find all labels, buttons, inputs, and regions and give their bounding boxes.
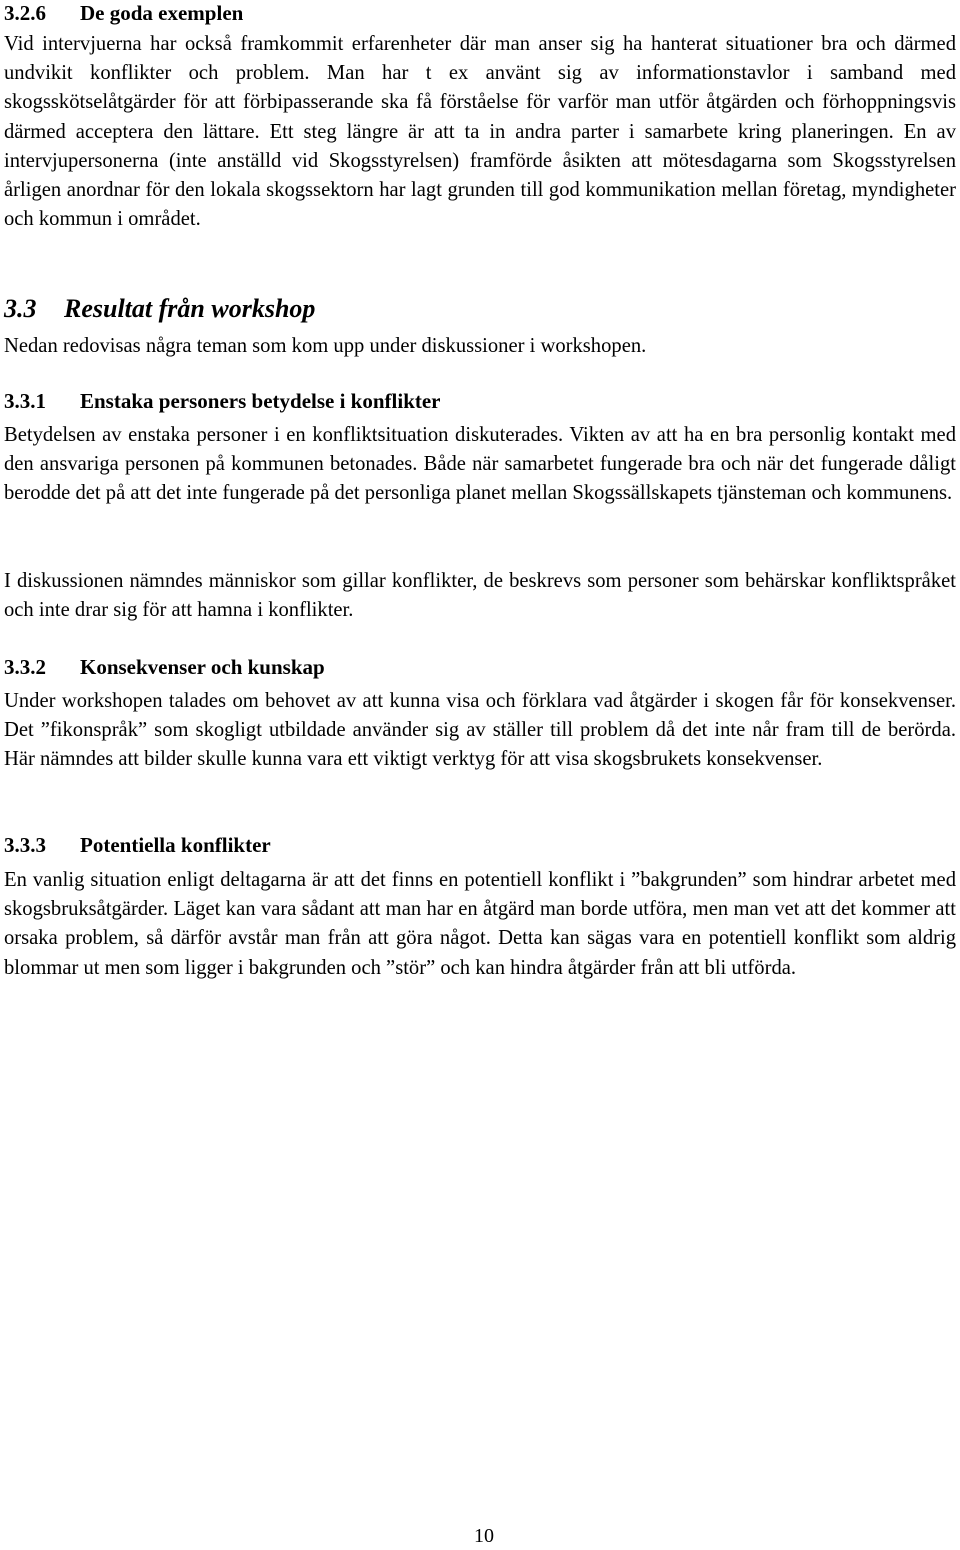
- body-paragraph: Nedan redovisas några teman som kom upp under diskussioner i workshopen.: [4, 335, 647, 357]
- section-3-2-6-body: [4, 30, 956, 234]
- body-paragraph: Under workshopen talades om behovet av att kunna visa och förklara vad åtgärder i skogen får för konsekvenser. Det ”fikonspråk” som skogligt utbildade använder sig av ställer till problem då det inte når fram till de berörda. Här nämndes att bilder skulle kunna vara ett viktigt verktyg för att visa skogsbrukets konsekvenser.: [4, 690, 956, 771]
- section-number: 3.3.1: [4, 389, 46, 413]
- section-heading: [4, 832, 956, 858]
- body-paragraph: Betydelsen av enstaka personer i en konfliktsituation diskuterades. Vikten av att ha en bra personlig kontakt med den ansvariga personen på kommunen betonades. Både när samarbetet fungerade bra och när det fungerade dåligt berodde det på att det inte fungerade på det personliga planet mellan Skogssällskapets tjänsteman och kommunens.: [4, 424, 956, 505]
- section-number: 3.3: [4, 294, 37, 323]
- section-3-3-1: [4, 388, 956, 414]
- section-number: 3.3.3: [4, 833, 46, 857]
- section-title: Enstaka personers betydelse i konflikter: [80, 389, 441, 413]
- page-number: 10: [474, 1525, 494, 1547]
- section-3-3-2-body: [4, 687, 956, 775]
- section-title: Resultat från workshop: [64, 294, 316, 323]
- section-3-2-6: [4, 0, 956, 26]
- section-number: 3.2.6: [4, 1, 46, 25]
- section-title: Konsekvenser och kunskap: [80, 655, 325, 679]
- body-paragraph: Vid intervjuerna har också framkommit erfarenheter där man anser sig ha hanterat situationer bra och därmed undvikit konflikter och problem. Man har t ex använt sig av informationstavlor i samband med skogsskötselåtgärder för att förbipasserande ska få förståelse för varför man utför åtgärden och förhoppningsvis därmed acceptera den lättare. Ett steg längre är att ta in andra parter i samarbete kring planeringen. En av intervjupersonerna (inte anställd vid Skogsstyrelsen) framförde åsikten att mötesdagarna som Skogsstyrelsen årligen anordnar för den lokala skogssektorn har lagt grunden till god kommunikation mellan företag, myndigheter och kommun i området.: [4, 33, 956, 231]
- section-heading: [4, 388, 956, 414]
- body-paragraph: En vanlig situation enligt deltagarna är att det finns en potentiell konflikt i ”bakgrunden” som hindrar arbetet med skogsbruksåtgärder. Läget kan vara sådant att man har en åtgärd man borde utföra, men man vet att det kommer att orsaka problem, så därför avstår man från att göra något. Detta kan sägas vara en potentiell konflikt som aldrig blommar ut men som ligger i bakgrunden och ”stör” och kan hindra åtgärder från att bli utförda.: [4, 869, 956, 979]
- section-title: Potentiella konflikter: [80, 833, 271, 857]
- section-3-3-1-body-2: [4, 567, 956, 625]
- section-title: De goda exemplen: [80, 1, 244, 25]
- section-3-3-body: [4, 332, 956, 361]
- section-heading: [4, 654, 956, 680]
- section-3-3: [4, 293, 956, 325]
- section-heading: [4, 0, 956, 26]
- section-3-3-3-body: [4, 866, 956, 983]
- section-heading: [4, 293, 956, 325]
- section-number: 3.3.2: [4, 655, 46, 679]
- section-3-3-2: [4, 654, 956, 680]
- section-3-3-1-body: [4, 421, 956, 509]
- section-3-3-3: [4, 832, 956, 858]
- body-paragraph: I diskussionen nämndes människor som gillar konflikter, de beskrevs som personer som behärskar konfliktspråket och inte drar sig för att hamna i konflikter.: [4, 570, 956, 622]
